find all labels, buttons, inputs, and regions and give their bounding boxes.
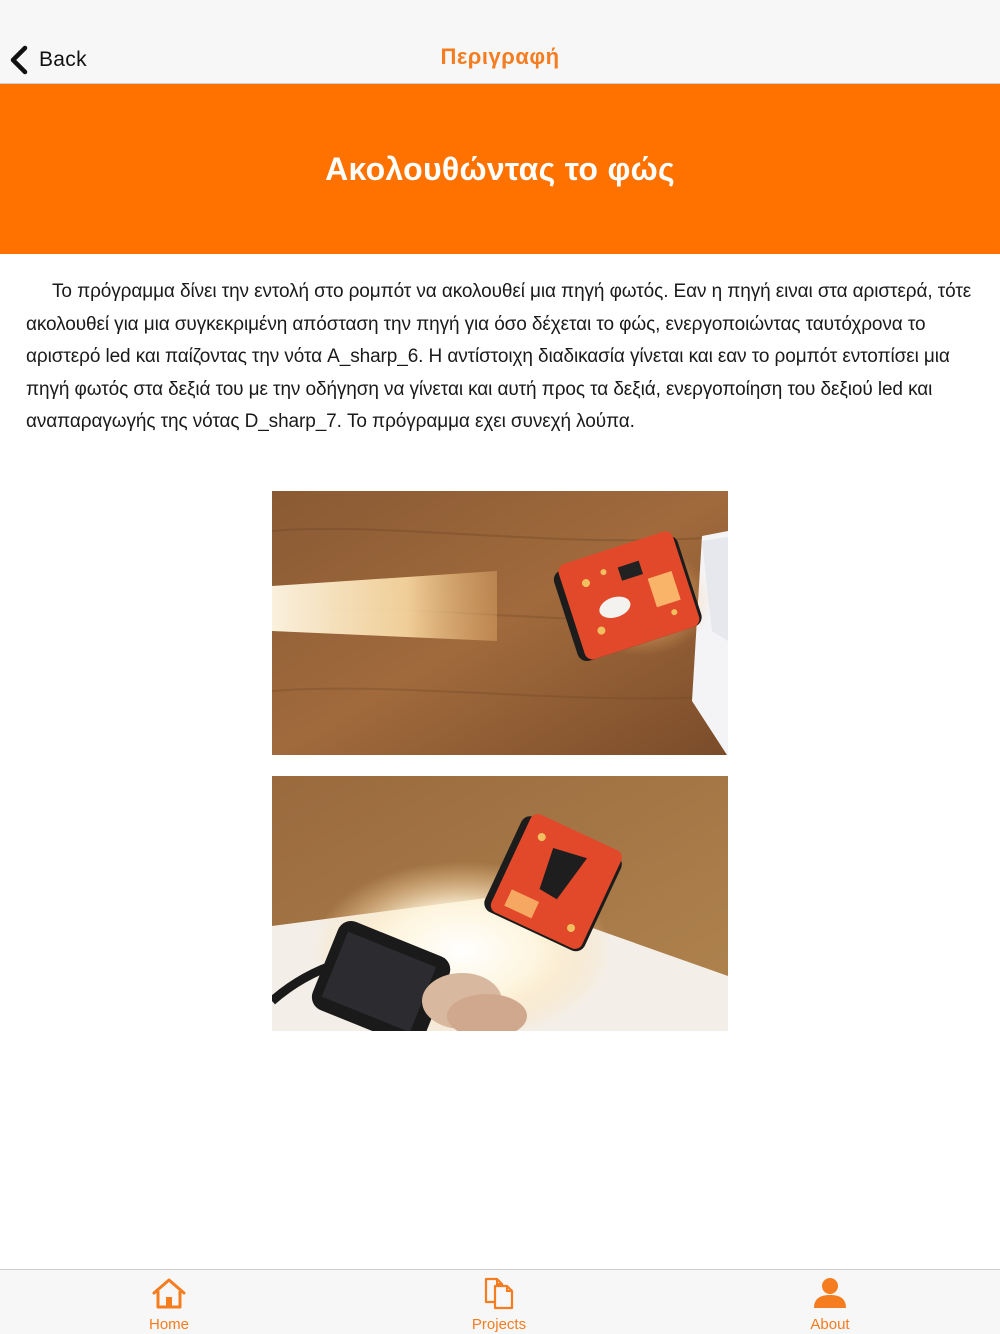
robot-photo-left-light [272, 491, 728, 755]
tab-about-label: About [810, 1316, 850, 1333]
navigation-bar [0, 0, 1000, 84]
page-title: Περιγραφή [440, 44, 560, 69]
person-icon [812, 1276, 848, 1310]
tab-about[interactable] [730, 1270, 930, 1334]
back-button-label: Back [39, 48, 87, 71]
documents-icon [481, 1276, 517, 1310]
project-title: Ακολουθώντας το φώς [325, 150, 675, 187]
tab-bar [0, 1269, 1000, 1334]
home-icon [151, 1276, 187, 1310]
tab-home-label: Home [148, 1316, 189, 1333]
robot-photo-phone-light [272, 776, 728, 1031]
project-banner [0, 84, 1000, 254]
project-description: Το πρόγραμμα δίνει την εντολή στο ρομπότ να ακολουθεί μια πηγή φωτός. Εαν η πηγή ειναι στα αριστερά, τότε ακολουθεί για μια συγκεκριμένη απόσταση την πηγή για όσο δέχεται το φώς, ενεργοποιώντας ταυτόχρονα το αριστερό led και παίζοντας την νότα A_sharp_6. Η αντίστοιχη διαδικασία γίνεται και εαν το ρομπότ εντοπίσει μια πηγή φωτός στα δεξιά του με την οδήγηση να γίνεται και αυτή προς τα δεξιά, ενεργοποίηση του δεξιού led και αναπαραγωγής της νότας D_sharp_7. Το πρόγραμμα εχει συνεχή λούπα. [26, 281, 972, 433]
tab-projects[interactable] [399, 1270, 599, 1334]
tab-projects-label: Projects [471, 1316, 527, 1333]
tab-home[interactable] [69, 1270, 269, 1334]
